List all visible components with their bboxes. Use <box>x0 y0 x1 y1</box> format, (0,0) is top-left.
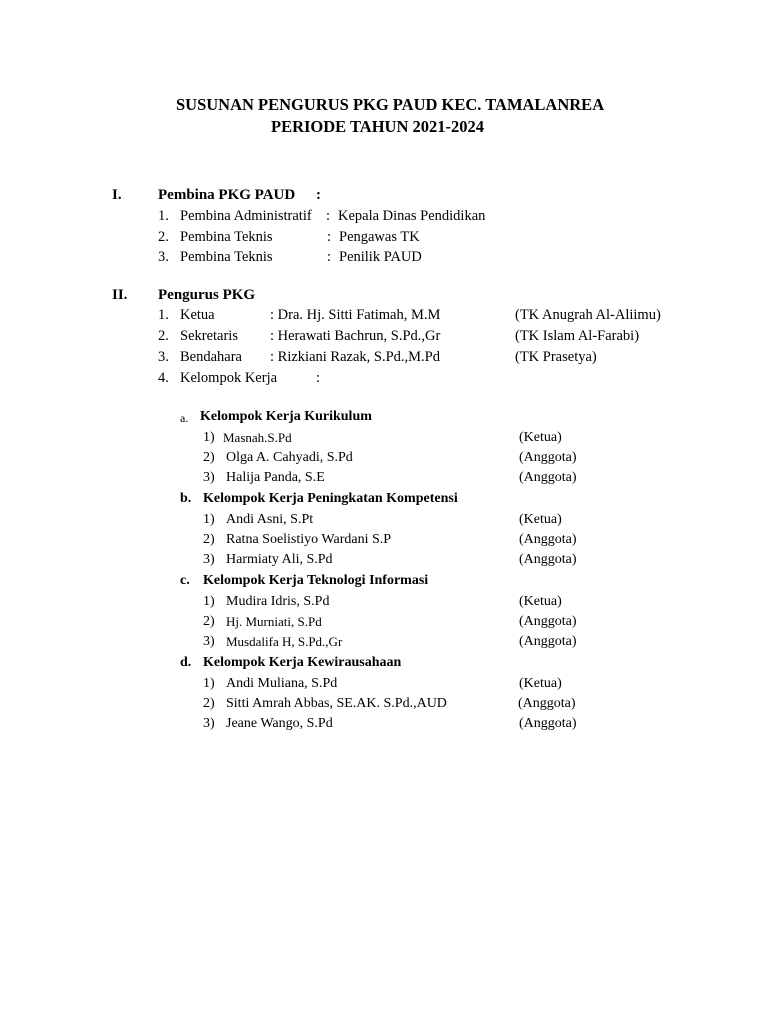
group-b-member-role: (Anggota) <box>519 532 577 547</box>
group-a-member-name: Olga A. Cahyadi, S.Pd <box>226 450 353 465</box>
group-a-member-name: Halija Panda, S.E <box>226 470 325 485</box>
section1-item-number: 3. <box>158 249 169 265</box>
group-c-member-role: (Ketua) <box>519 594 562 609</box>
section2-number: II. <box>112 287 128 303</box>
section2-item-note: (TK Prasetya) <box>515 349 597 365</box>
group-d-member-name: Andi Muliana, S.Pd <box>226 676 338 691</box>
group-c-member-role: (Anggota) <box>519 614 577 629</box>
section2-item-role: Kelompok Kerja <box>180 370 278 386</box>
group-b-member-name: Harmiaty Ali, S.Pd <box>226 552 333 567</box>
group-d-member-role: (Anggota) <box>519 716 577 731</box>
section2-item-role: Sekretaris <box>180 328 238 344</box>
group-d-letter: d. <box>180 655 192 670</box>
group-a-member-role: (Anggota) <box>519 450 577 465</box>
section1-item-role: Pembina Administratif <box>180 208 312 224</box>
group-c-member-number: 1) <box>203 594 215 609</box>
document-title-line2: PERIODE TAHUN 2021-2024 <box>271 117 484 136</box>
group-a-member-number: 1) <box>203 430 215 445</box>
group-c-member-name: Hj. Murniati, S.Pd <box>226 614 322 629</box>
group-c-title: Kelompok Kerja Teknologi Informasi <box>203 573 429 588</box>
group-d-member-number: 2) <box>203 696 215 711</box>
group-b-member-name: Ratna Soelistiyo Wardani S.P <box>226 532 392 547</box>
group-d-member-name: Jeane Wango, S.Pd <box>226 716 333 731</box>
section1-item-number: 2. <box>158 229 169 245</box>
group-c-letter: c. <box>180 573 190 588</box>
group-d-title: Kelompok Kerja Kewirausahaan <box>203 655 402 670</box>
group-b-member-role: (Ketua) <box>519 512 562 527</box>
section2-item-value: : <box>316 370 321 386</box>
group-c-member-number: 3) <box>203 634 215 649</box>
section1-item-separator: : <box>327 249 332 265</box>
section1-title: Pembina PKG PAUD <box>158 187 296 203</box>
group-a-member-name: Masnah.S.Pd <box>223 430 292 445</box>
group-c-member-role: (Anggota) <box>519 634 577 649</box>
section2-item-number: 4. <box>158 370 169 386</box>
section1-item-value: Penilik PAUD <box>339 249 422 265</box>
section1-item-separator: : <box>327 229 332 245</box>
section1-item-role: Pembina Teknis <box>180 249 273 265</box>
group-c-member-name: Mudira Idris, S.Pd <box>226 594 330 609</box>
section2-item-number: 3. <box>158 349 169 365</box>
group-d-member-role: (Ketua) <box>519 676 562 691</box>
section2-item-value: : Dra. Hj. Sitti Fatimah, M.M <box>270 307 441 323</box>
group-d-member-role: (Anggota) <box>518 696 576 711</box>
section2-item-number: 1. <box>158 307 169 323</box>
group-b-member-number: 1) <box>203 512 215 527</box>
group-d-member-number: 1) <box>203 676 215 691</box>
group-a-member-number: 2) <box>203 450 215 465</box>
group-a-letter: a. <box>180 411 189 425</box>
group-b-letter: b. <box>180 491 192 506</box>
group-b-member-name: Andi Asni, S.Pt <box>226 512 314 527</box>
group-a-member-number: 3) <box>203 470 215 485</box>
group-a-title: Kelompok Kerja Kurikulum <box>200 409 372 424</box>
group-b-title: Kelompok Kerja Peningkatan Kompetensi <box>203 491 458 506</box>
group-c-member-name: Musdalifa H, S.Pd.,Gr <box>226 634 343 649</box>
group-a-member-role: (Anggota) <box>519 470 577 485</box>
group-d-member-name: Sitti Amrah Abbas, SE.AK. S.Pd.,AUD <box>226 696 447 711</box>
section1-number: I. <box>112 187 122 203</box>
group-b-member-number: 2) <box>203 532 215 547</box>
section1-item-value: Pengawas TK <box>339 229 420 245</box>
section2-item-note: (TK Anugrah Al-Aliimu) <box>515 307 661 323</box>
group-c-member-number: 2) <box>203 614 215 629</box>
section1-colon: : <box>316 187 321 203</box>
section1-item-role: Pembina Teknis <box>180 229 273 245</box>
section2-item-value: : Rizkiani Razak, S.Pd.,M.Pd <box>270 349 440 365</box>
section2-item-note: (TK Islam Al-Farabi) <box>515 328 640 344</box>
section2-item-value: : Herawati Bachrun, S.Pd.,Gr <box>270 328 441 344</box>
section2-title: Pengurus PKG <box>158 287 256 303</box>
section2-item-role: Bendahara <box>180 349 242 365</box>
group-a-member-role: (Ketua) <box>519 430 562 445</box>
group-d-member-number: 3) <box>203 716 215 731</box>
section2-item-number: 2. <box>158 328 169 344</box>
section1-item-number: 1. <box>158 208 169 224</box>
section2-item-role: Ketua <box>180 307 215 323</box>
group-b-member-role: (Anggota) <box>519 552 577 567</box>
section1-item-separator: : <box>326 208 331 224</box>
section1-item-value: Kepala Dinas Pendidikan <box>338 208 486 224</box>
group-b-member-number: 3) <box>203 552 215 567</box>
document-title-line1: SUSUNAN PENGURUS PKG PAUD KEC. TAMALANREA <box>176 95 605 114</box>
